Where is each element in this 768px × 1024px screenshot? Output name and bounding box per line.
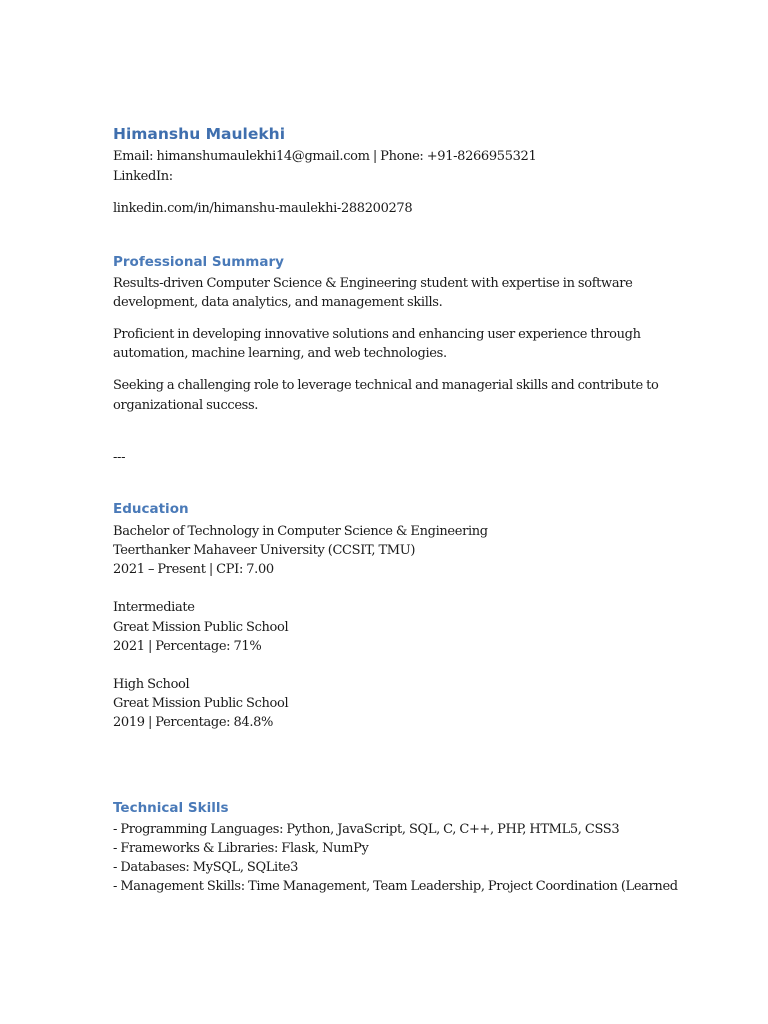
linkedin-url: linkedin.com/in/himanshu-maulekhi-288200278 — [113, 201, 413, 216]
summary-heading: Professional Summary — [113, 254, 284, 270]
summary-line: Proficient in developing innovative solutions and enhancing user experience through — [113, 327, 641, 342]
education-degree: Bachelor of Technology in Computer Science & Engineering — [113, 524, 488, 539]
summary-line: automation, machine learning, and web technologies. — [113, 346, 447, 361]
education-detail: 2021 | Percentage: 71% — [113, 639, 262, 654]
contact-line: Email: himanshumaulekhi14@gmail.com | Phone: +91-8266955321 — [113, 149, 537, 164]
education-degree: Intermediate — [113, 600, 195, 615]
summary-line: organizational success. — [113, 398, 259, 413]
education-detail: 2019 | Percentage: 84.8% — [113, 715, 274, 730]
summary-line: Seeking a challenging role to leverage technical and managerial skills and contribute to — [113, 378, 659, 393]
candidate-name: Himanshu Maulekhi — [113, 125, 286, 143]
education-institution: Great Mission Public School — [113, 620, 289, 635]
summary-line: Results-driven Computer Science & Engineering student with expertise in software — [113, 276, 633, 291]
skill-item: - Frameworks & Libraries: Flask, NumPy — [113, 841, 369, 856]
education-degree: High School — [113, 677, 190, 692]
summary-line: development, data analytics, and management skills. — [113, 295, 443, 310]
education-institution: Teerthanker Mahaveer University (CCSIT, TMU) — [113, 543, 416, 558]
education-institution: Great Mission Public School — [113, 696, 289, 711]
skills-heading: Technical Skills — [113, 800, 229, 816]
education-heading: Education — [113, 501, 189, 517]
skill-item: - Databases: MySQL, SQLite3 — [113, 860, 299, 875]
skill-item: - Management Skills: Time Management, Team Leadership, Project Coordination (Learned — [113, 879, 678, 894]
section-separator: --- — [113, 450, 126, 465]
education-detail: 2021 – Present | CPI: 7.00 — [113, 562, 274, 577]
linkedin-label: LinkedIn: — [113, 169, 173, 184]
skill-item: - Programming Languages: Python, JavaScript, SQL, C, C++, PHP, HTML5, CSS3 — [113, 822, 620, 837]
